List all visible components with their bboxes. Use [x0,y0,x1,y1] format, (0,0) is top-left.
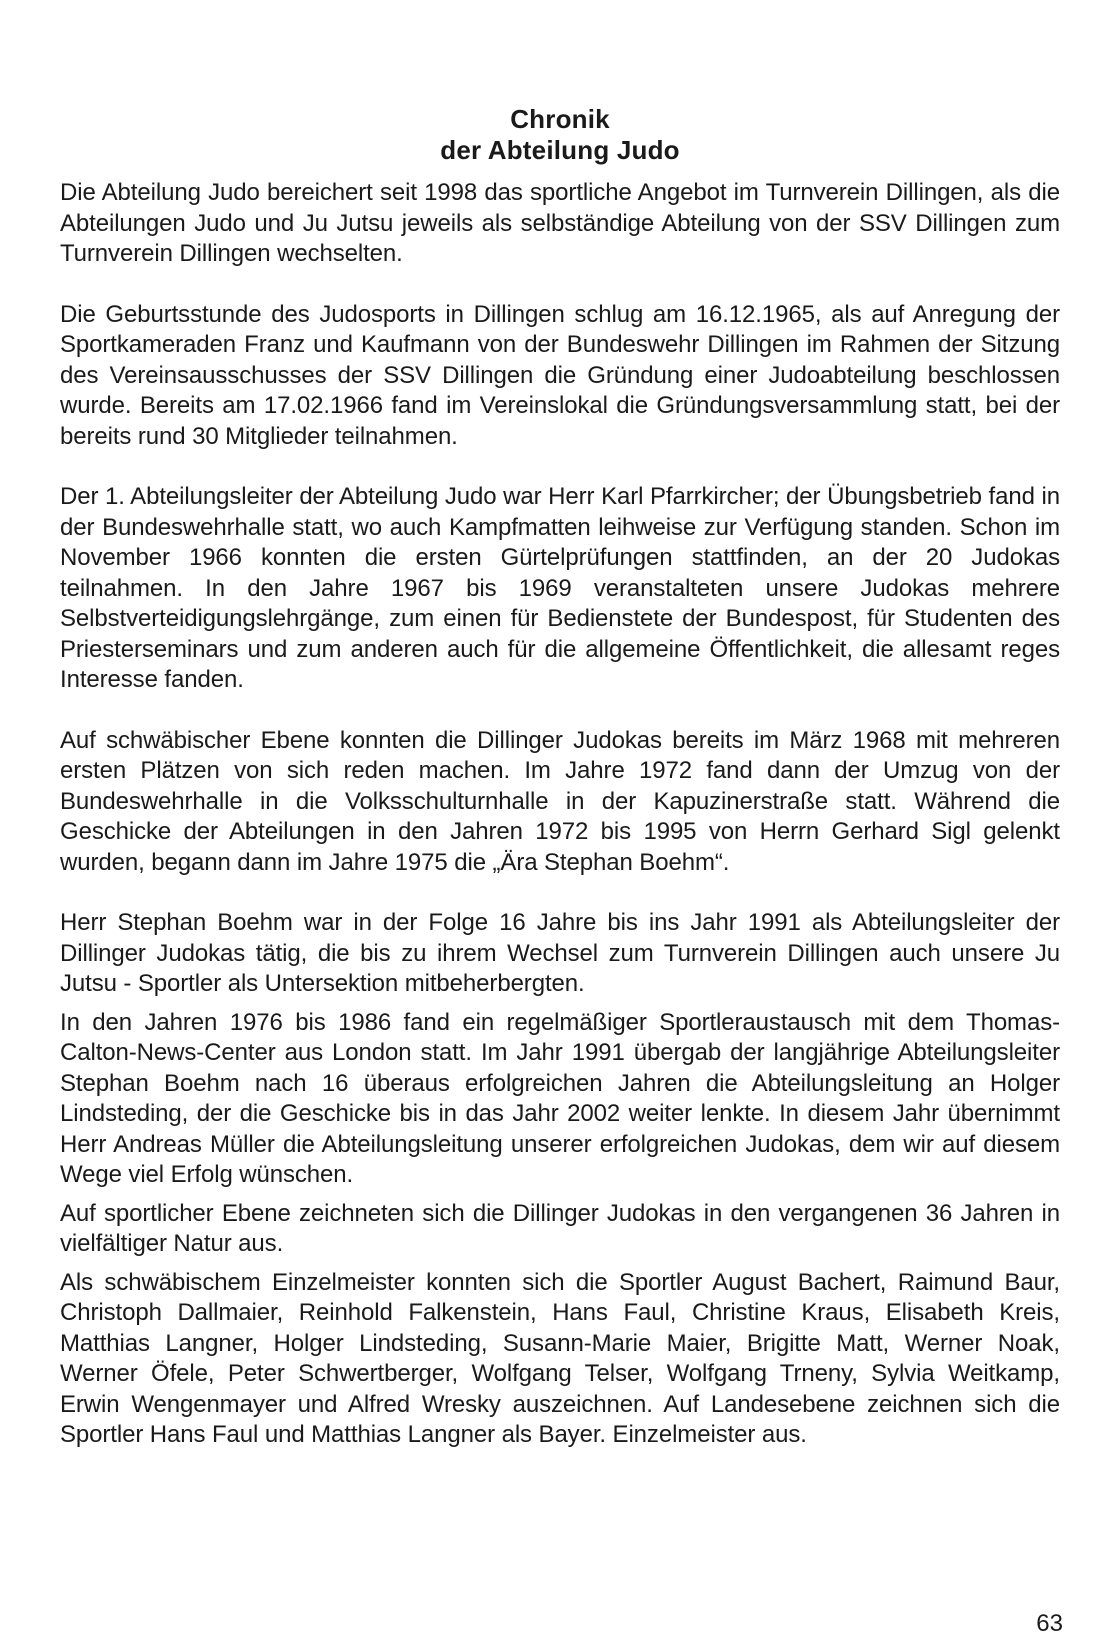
paragraph-champions: Als schwäbischem Einzelmeister konnten sich die Sportler August Bachert, Raimund Baur, Christoph Dallmaier, Reinhold Falkenstein, Hans Faul, Christine Kraus, Elisabeth Kreis, Matthias Langner, Holger Lindsteding, Susann-Marie Maier, Brigitte Matt, Werner Noak, Werner Öfele, Peter Schwertberger, Wolfgang Telser, Wolfgang Trneny, Sylvia Weitkamp, Erwin Wengenmayer und Alfred Wresky auszeichnen. Auf Landesebene zeichnen sich die Sportler Hans Faul und Matthias Langner als Bayer. Einzelmeister aus. [60,1268,1060,1448]
paragraph-first-leader: Der 1. Abteilungsleiter der Abteilung Judo war Herr Karl Pfarrkircher; der Übungsbetrieb fand in der Bundeswehrhalle statt, wo auch Kampfmatten leihweise zur Verfügung standen. Schon im November 1966 konnten die ersten Gürtelprüfungen stattfinden, an der 20 Judokas teilnahmen. In den Jahre 1967 bis 1969 veranstalteten unsere Judokas mehrere Selbstverteidigungslehrgänge, zum einen für Bedienstete der Bundespost, für Studenten des Priesterseminars und zum anderen auch für die allgemeine Öffentlichkeit, die allesamt reges Interesse fanden. [60,483,1060,693]
title-line-1: Chronik [510,104,610,134]
title-line-2: der Abteilung Judo [440,135,680,165]
page-number: 63 [1036,1610,1063,1637]
paragraph-exchange: In den Jahren 1976 bis 1986 fand ein regelmäßiger Sportleraustausch mit dem Thomas-Calton-News-Center aus London statt. Im Jahr 1991 übergab der langjährige Abteilungsleiter Stephan Boehm nach 16 überaus erfolgreichen Jahren die Abteilungsleitung an Holger Lindsteding, der die Geschicke bis in das Jahr 2002 weiter lenkte. In diesem Jahr übernimmt Herr Andreas Müller die Abteilungsleitung unserer erfolgreichen Judokas, dem wir auf diesem Wege viel Erfolg wünschen. [60,1008,1060,1188]
paragraph-sport-level: Auf sportlicher Ebene zeichneten sich die Dillinger Judokas in den vergangenen 36 Jahren in vielfältiger Natur aus. [60,1199,1060,1257]
page-title [60,104,1060,166]
paragraph-intro: Die Abteilung Judo bereichert seit 1998 das sportliche Angebot im Turnverein Dillingen, als die Abteilungen Judo und Ju Jutsu jeweils als selbständige Abteilung von der SSV Dillingen zum Turnverein Dillingen wechselten. [60,179,1060,267]
document-page [60,104,1060,1451]
paragraph-founding: Die Geburtsstunde des Judosports in Dillingen schlug am 16.12.1965, als auf Anregung der Sportkameraden Franz und Kaufmann von der Bundeswehr Dillingen im Rahmen der Sitzung des Vereinsausschusses der SSV Dillingen die Gründung einer Judoabteilung beschlossen wurde. Bereits am 17.02.1966 fand im Vereinslokal die Gründungsversammlung statt, bei der bereits rund 30 Mitglieder teilnahmen. [60,300,1060,450]
paragraph-swabian-level: Auf schwäbischer Ebene konnten die Dillinger Judokas bereits im März 1968 mit mehreren ersten Plätzen von sich reden machen. Im Jahre 1972 fand dann der Umzug von der Bundeswehrhalle in die Volksschulturnhalle in der Kapuzinerstraße statt. Während die Geschicke der Abteilungen in den Jahren 1972 bis 1995 von Herrn Gerhard Sigl gelenkt wurden, begann dann im Jahre 1975 die „Ära Stephan Boehm“. [60,726,1060,876]
paragraph-boehm: Herr Stephan Boehm war in der Folge 16 Jahre bis ins Jahr 1991 als Abteilungsleiter der Dillinger Judokas tätig, die bis zu ihrem Wechsel zum Turnverein Dillingen auch unsere Ju Jutsu - Sportler als Untersektion mitbeherbergten. [60,909,1060,997]
